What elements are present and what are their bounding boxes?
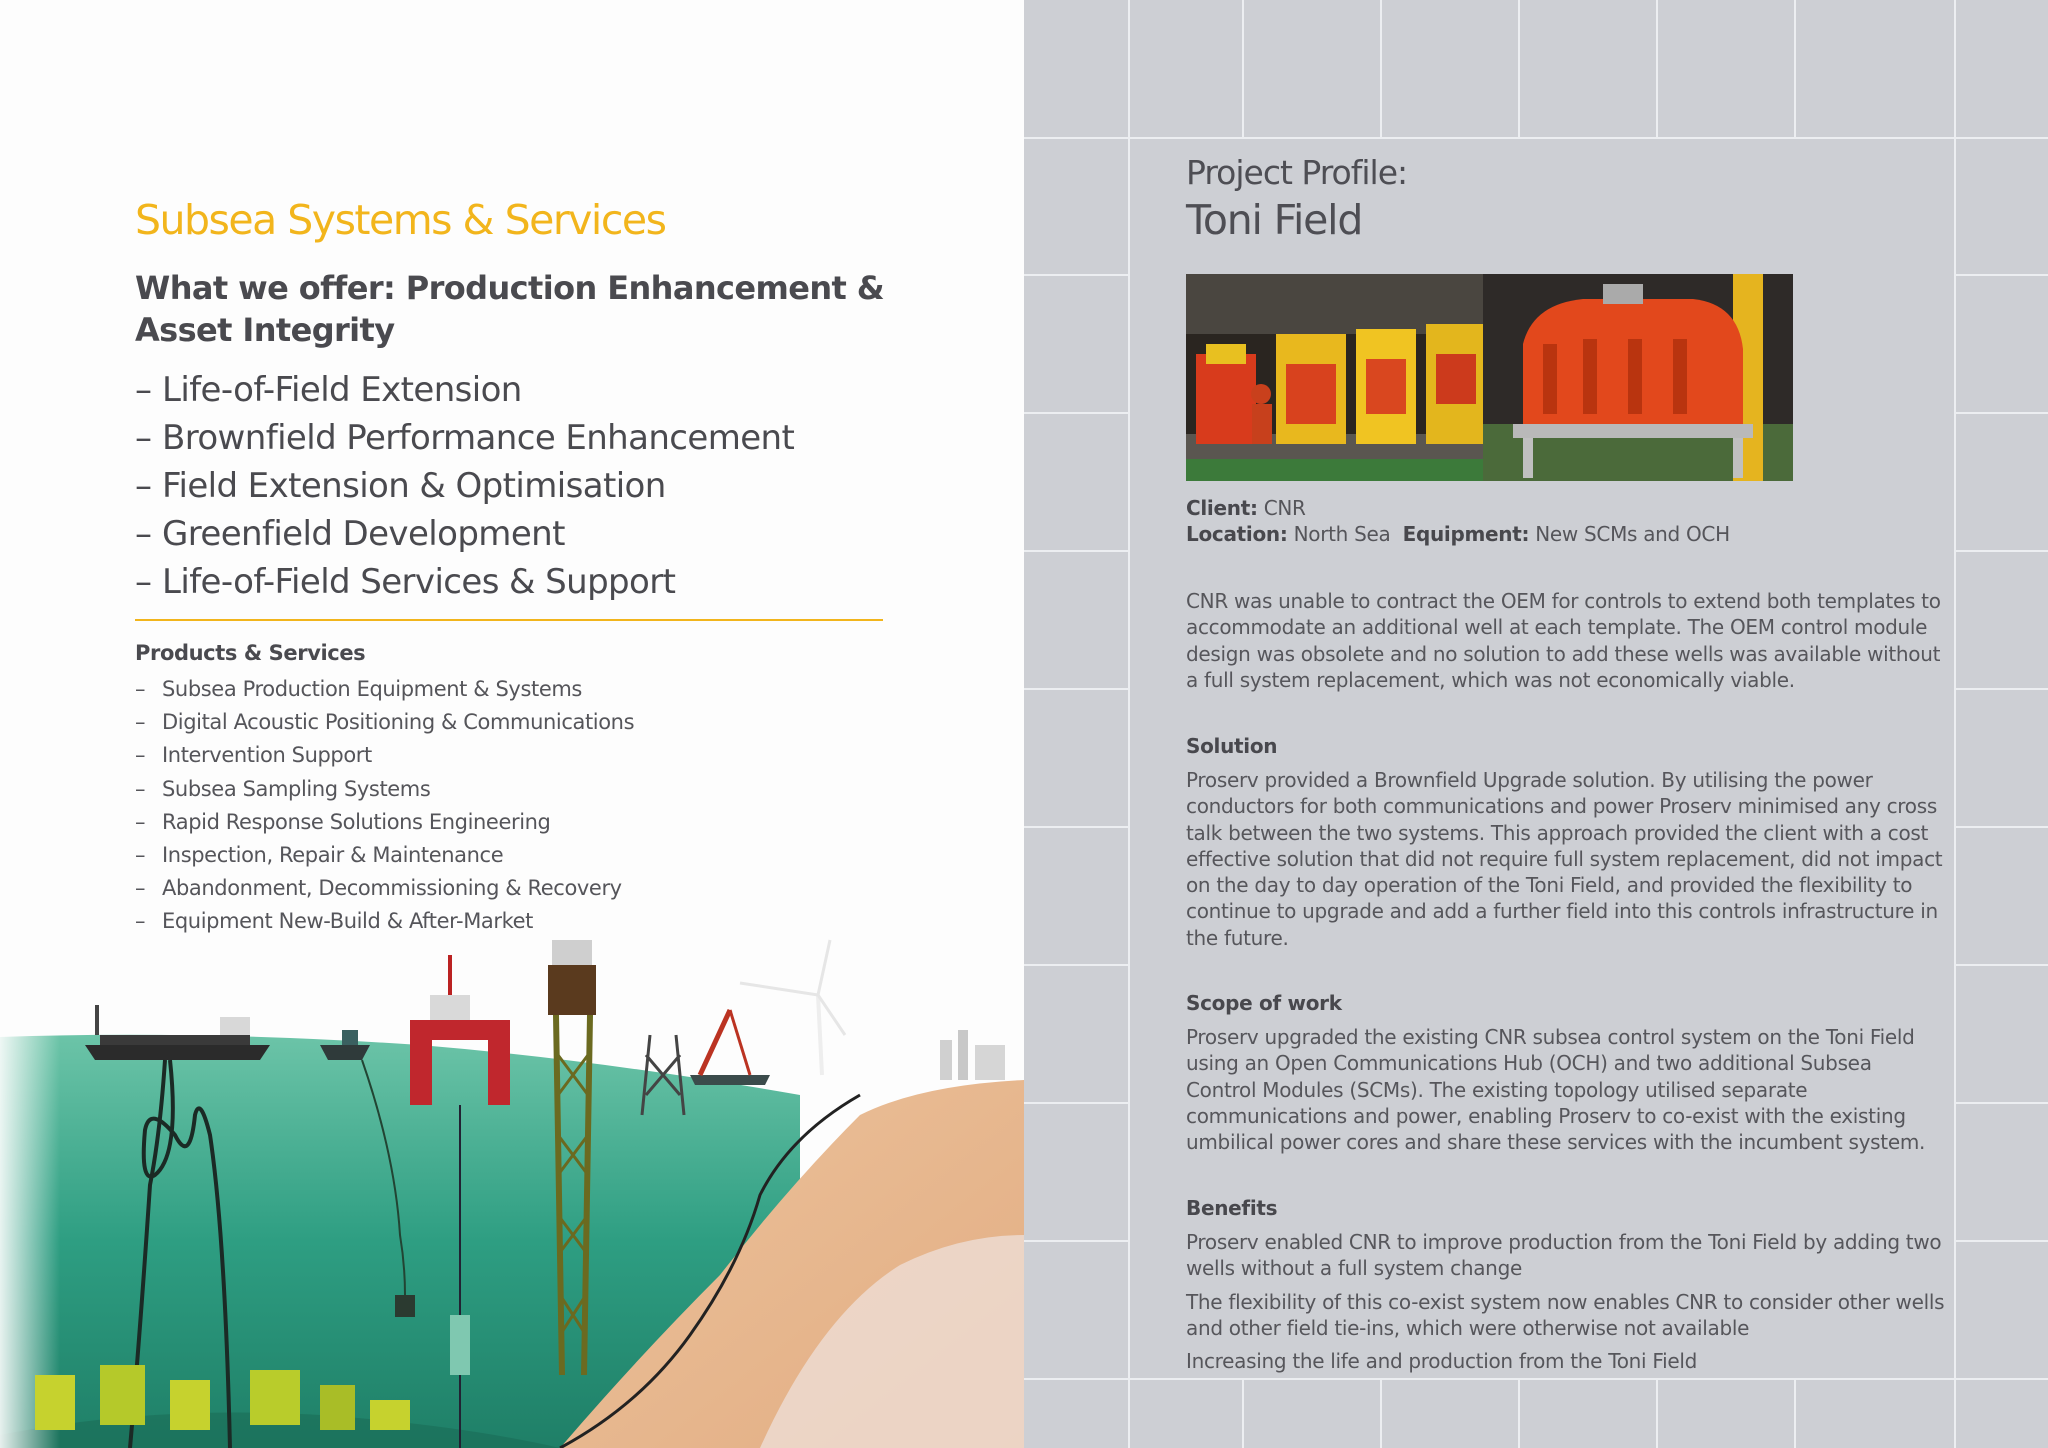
grid-line <box>1956 1240 2048 1242</box>
dash-icon: – <box>135 843 146 868</box>
dash-icon: – <box>135 466 152 506</box>
list-item: The flexibility of this co-exist system now enables CNR to consider other wells and other field tie-ins, which were otherwise not available <box>1186 1289 1945 1340</box>
workshop-photo-image <box>1186 274 1496 481</box>
control-module-photo <box>1483 274 1793 481</box>
list-item: – Rapid Response Solutions Engineering <box>135 806 634 839</box>
grid-line <box>1242 1378 1244 1448</box>
grid-line <box>1956 274 2048 276</box>
grid-line <box>1024 964 1128 966</box>
list-item: – Equipment New-Build & After-Market <box>135 905 634 938</box>
offer-list <box>135 366 794 606</box>
products-heading: Products & Services <box>135 641 366 665</box>
dash-icon: – <box>135 562 152 602</box>
grid-line <box>1380 0 1382 137</box>
grid-line <box>1518 0 1520 137</box>
grid-line <box>1954 0 1956 1448</box>
list-item: Increasing the life and production from the Toni Field <box>1186 1349 1698 1374</box>
grid-line <box>1242 0 1244 137</box>
workshop-photo <box>1186 274 1496 481</box>
list-item: Proserv enabled CNR to improve production from the Toni Field by adding two wells without a full system change <box>1186 1230 1942 1281</box>
benefits-heading: Benefits <box>1186 1196 1278 1220</box>
location-value: North Sea <box>1293 522 1391 546</box>
grid-line <box>1024 688 1128 690</box>
offer-item: – Life-of-Field Services & Support <box>135 558 794 606</box>
dash-icon: – <box>135 743 146 768</box>
dash-icon: – <box>135 677 146 701</box>
list-item: – Abandonment, Decommissioning & Recovery <box>135 872 634 905</box>
list-item: – Intervention Support <box>135 739 634 772</box>
location-label: Location: <box>1186 522 1288 546</box>
grid-line <box>1024 550 1128 552</box>
equipment-value: New SCMs and OCH <box>1535 522 1730 546</box>
grid-line <box>1956 412 2048 414</box>
project-meta <box>1186 495 1730 547</box>
control-module-photo-image <box>1483 274 1793 481</box>
grid-line <box>1380 1378 1382 1448</box>
benefits-list <box>1186 1229 1946 1374</box>
divider <box>135 619 883 621</box>
dash-icon: – <box>135 418 152 458</box>
grid-line <box>1024 137 2048 139</box>
client-label: Client: <box>1186 496 1258 520</box>
list-item: – Inspection, Repair & Maintenance <box>135 839 634 872</box>
equipment-label: Equipment: <box>1402 522 1530 546</box>
grid-line <box>1024 1240 1128 1242</box>
grid-line <box>1956 1102 2048 1104</box>
dash-icon: – <box>135 809 146 834</box>
solution-paragraph: Proserv provided a Brownfield Upgrade solution. By utilising the power conductors for both communications and power Proserv minimised any cross talk between the two systems. This approach provided the client with a cost effective solution that did not require full system replacement, did not impact on the day to day operation of the Toni Field, and provided the flexibility to continue to upgrade and add a further field into this controls infrastructure in the future. <box>1186 768 1943 950</box>
dash-icon: – <box>135 514 152 554</box>
dash-icon: – <box>135 370 152 410</box>
dash-icon: – <box>135 876 146 901</box>
dash-icon: – <box>135 909 146 934</box>
grid-line <box>1956 964 2048 966</box>
list-item: – Subsea Sampling Systems <box>135 773 634 806</box>
grid-line <box>1024 274 1128 276</box>
scope-heading: Scope of work <box>1186 991 1342 1015</box>
grid-line <box>1024 1102 1128 1104</box>
right-page <box>1024 0 2048 1448</box>
grid-line <box>1956 826 2048 828</box>
grid-line <box>1956 550 2048 552</box>
location-row <box>1186 521 1730 547</box>
grid-line <box>1956 688 2048 690</box>
products-list <box>135 673 634 939</box>
grid-line <box>1794 0 1796 137</box>
section-title: Subsea Systems & Services <box>135 196 666 244</box>
client-value: CNR <box>1263 496 1306 520</box>
client-row <box>1186 495 1730 521</box>
list-item: – Digital Acoustic Positioning & Communications <box>135 706 634 739</box>
offer-item: – Life-of-Field Extension <box>135 366 794 414</box>
grid-line <box>1518 1378 1520 1448</box>
offer-item: – Greenfield Development <box>135 510 794 558</box>
grid-line <box>1656 0 1658 137</box>
grid-line <box>1024 826 1128 828</box>
grid-line <box>1024 1378 2048 1380</box>
profile-title: Toni Field <box>1186 196 1363 244</box>
intro-paragraph: CNR was unable to contract the OEM for controls to extend both templates to accommodate an additional well at each template. The OEM control module design was obsolete and no solution to add these wells was available without a full system replacement, which was not economically viable. <box>1186 589 1941 692</box>
solution-heading: Solution <box>1186 734 1278 758</box>
offer-heading: What we offer: Production Enhancement & Asset Integrity <box>135 269 885 349</box>
list-item: – Subsea Production Equipment & Systems <box>135 673 634 706</box>
grid-line <box>1024 412 1128 414</box>
grid-line <box>1794 1378 1796 1448</box>
grid-line <box>1656 1378 1658 1448</box>
dash-icon: – <box>135 776 146 801</box>
scope-paragraph: Proserv upgraded the existing CNR subsea control system on the Toni Field using an Open Communications Hub (OCH) and two additional Subsea Control Modules (SCMs). The existing topology utilised separate communications and power, enabling Proserv to co-exist with the existing umbilical power cores and share these services with the incumbent system. <box>1186 1025 1926 1155</box>
profile-label: Project Profile: <box>1186 153 1408 192</box>
grid-line <box>1128 0 1130 1448</box>
offer-item: – Field Extension & Optimisation <box>135 462 794 510</box>
offer-item: – Brownfield Performance Enhancement <box>135 414 794 462</box>
dash-icon: – <box>135 710 146 735</box>
offshore-field-illustration <box>0 935 1024 1448</box>
